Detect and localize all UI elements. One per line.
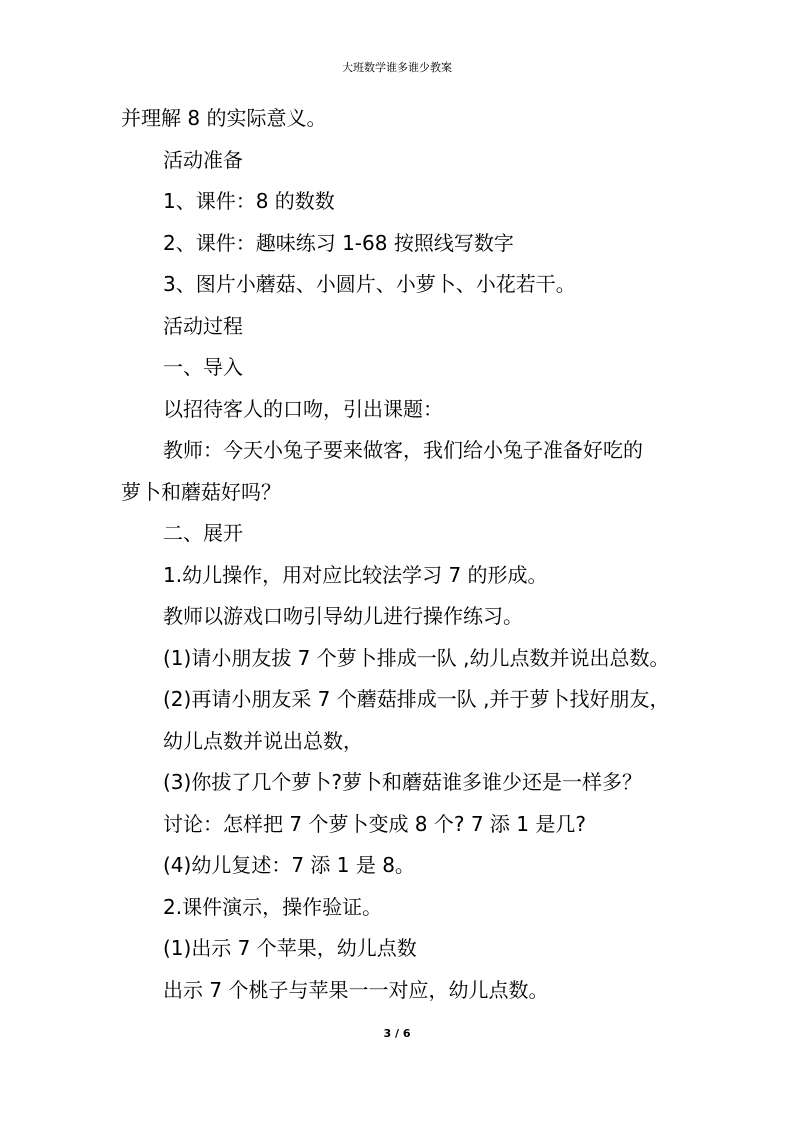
text-line: 教师：今天小兔子要来做客，我们给小兔子准备好吃的: [163, 438, 643, 462]
text-line: 活动过程: [163, 313, 243, 338]
text-line: 萝卜和蘑菇好吗？: [121, 479, 281, 504]
text-line: (3)你拔了几个萝卜?萝卜和蘑菇谁多谁少还是一样多？: [163, 770, 642, 794]
text-line: 1、课件：8 的数数: [163, 189, 335, 213]
text-line: 活动准备: [163, 147, 243, 172]
text-line: (1)请小朋友拔 7 个萝卜排成一队 ,幼儿点数并说出总数。: [163, 645, 670, 670]
text-line: 教师以游戏口吻引导幼儿进行操作练习。: [163, 604, 523, 628]
text-line: 出示 7 个桃子与苹果一一对应，幼儿点数。: [163, 977, 549, 1002]
text-line: 幼儿点数并说出总数，: [163, 728, 363, 753]
text-line: (1)出示 7 个苹果，幼儿点数: [163, 936, 417, 960]
document-body: [121, 98, 691, 1011]
text-line: 1.幼儿操作，用对应比较法学习 7 的形成。: [163, 562, 548, 587]
text-line: 一、导入: [163, 355, 243, 379]
text-line: (2)再请小朋友采 7 个蘑菇排成一队 ,并于萝卜找好朋友，: [163, 687, 670, 711]
text-line: 并理解 8 的实际意义。: [121, 106, 327, 130]
text-line: 以招待客人的口吻，引出课题：: [163, 396, 443, 421]
text-line: 3、图片小蘑菇、小圆片、小萝卜、小花若干。: [163, 272, 576, 296]
document-header-title: 大班数学谁多谁少教案: [342, 61, 452, 74]
text-line: 2.课件演示，操作验证。: [163, 894, 383, 919]
page-number: 3 / 6: [383, 1027, 411, 1040]
text-line: (4)幼儿复述：7 添 1 是 8。: [163, 853, 415, 877]
text-line: 2、课件：趣味练习 1-68 按照线写数字: [163, 230, 514, 255]
text-line: 讨论：怎样把 7 个萝卜变成 8 个? 7 添 1 是几?: [163, 811, 586, 836]
text-line: 二、展开: [163, 521, 243, 545]
